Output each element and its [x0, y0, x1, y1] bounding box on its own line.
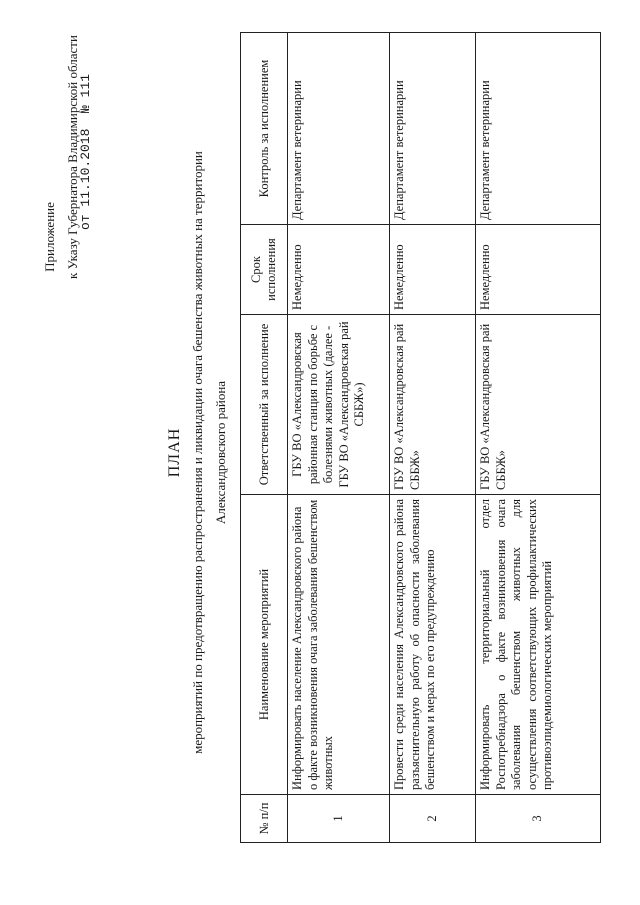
control-body: Департамент ветеринарии	[390, 33, 476, 225]
plan-subtitle-line1: мероприятий по предотвращению распространения и ликвидации очага бешенства животных на территории	[190, 151, 205, 754]
deadline: Немедленно	[476, 225, 601, 315]
appendix-label: Приложение	[42, 202, 57, 272]
row-number: 3	[476, 795, 601, 843]
col-header-control: Контроль за исполнением	[241, 33, 288, 225]
deadline: Немедленно	[288, 225, 390, 315]
measure-name: Провести среди населения Александровского района разъяснительную работу об опасности заболевания бешенством и мерах по его предупреждению	[390, 495, 476, 795]
deadline: Немедленно	[390, 225, 476, 315]
measures-table	[240, 32, 601, 843]
measure-name: Информировать территориальный отдел Роспотребнадзора о факте возникновения очага заболевания бешенством животных для осуществления соответствующих профилактических противоэпидемиологических мероприятий	[476, 495, 601, 795]
table-row	[476, 33, 601, 843]
table-row	[288, 33, 390, 843]
number-sign: №	[78, 105, 93, 113]
responsible-party: ГБУ ВО «Александровская районная станция по борьбе с болезнями животных (далее - ГБУ ВО «Александровская рай СББЖ»)	[288, 315, 390, 495]
responsible-party: ГБУ ВО «Александровская рай СББЖ»	[476, 315, 601, 495]
measure-name: Информировать население Александровского района о факте возникновения очага заболевания бешенством животных	[288, 495, 390, 795]
date-prefix: от	[78, 214, 93, 230]
row-number: 2	[390, 795, 476, 843]
control-body: Департамент ветеринарии	[476, 33, 601, 225]
responsible-party: ГБУ ВО «Александровская рай СББЖ»	[390, 315, 476, 495]
col-header-responsible: Ответственный за исполнение	[241, 315, 288, 495]
plan-subtitle-line2: Александровского района	[213, 380, 228, 525]
table-header-row	[241, 33, 288, 843]
decree-date: 11.10.2018	[78, 128, 93, 207]
row-number: 1	[288, 795, 390, 843]
decree-reference: к Указу Губернатора Владимирской области	[65, 35, 80, 279]
decree-date-number	[78, 73, 93, 230]
col-header-name: Наименование мероприятий	[241, 495, 288, 795]
col-header-deadline: Срок исполнения	[241, 225, 288, 315]
table-row	[390, 33, 476, 843]
plan-title: ПЛАН	[166, 427, 183, 478]
col-header-number: № п/п	[241, 795, 288, 843]
control-body: Департамент ветеринарии	[288, 33, 390, 225]
decree-number: 111	[78, 73, 93, 98]
